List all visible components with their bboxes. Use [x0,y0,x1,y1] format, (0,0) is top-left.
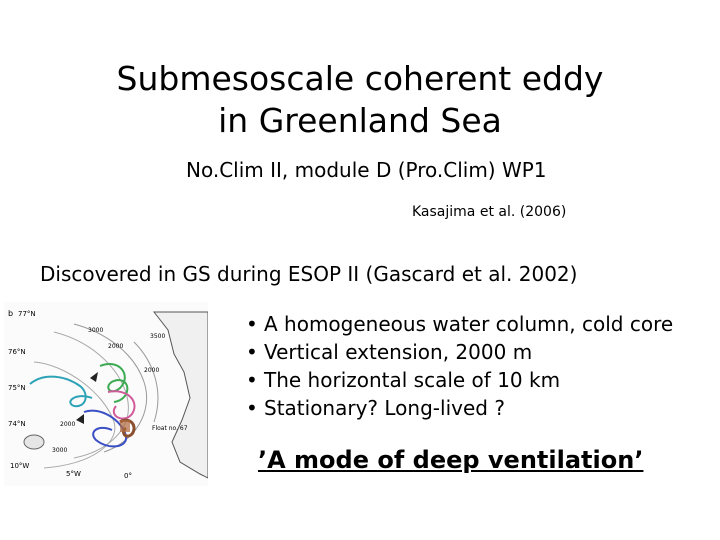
island-shape [24,435,44,449]
longitude-label: 5°W [66,470,81,478]
bullet-dot-icon: • [246,312,258,336]
slide-title-line-1: Submesoscale coherent eddy [116,59,604,98]
latitude-label: 77°N [18,310,36,318]
slide-title-line-2: in Greenland Sea [218,101,502,140]
eddy-float-track-map [4,302,208,486]
depth-label: 2000 [108,343,124,350]
bullet-dot-icon: • [246,368,258,392]
latitude-label: 76°N [8,348,26,356]
depth-label: 3000 [52,447,68,454]
citation-reference: Kasajima et al. (2006) [412,204,567,220]
bullet-text: Stationary? Long-lived ? [264,396,505,420]
discovery-statement: Discovered in GS during ESOP II (Gascard et al. 2002) [40,262,578,286]
bullet-item [246,366,673,394]
bullet-item [246,338,673,366]
longitude-label: 10°W [10,462,30,470]
depth-label: 2000 [60,421,76,428]
longitude-label: 0° [124,472,132,480]
bullet-dot-icon: • [246,396,258,420]
bullet-text: The horizontal scale of 10 km [264,368,561,392]
eddy-position-marker [120,420,130,432]
project-subtitle: No.Clim II, module D (Pro.Clim) WP1 [186,158,547,182]
bullet-dot-icon: • [246,340,258,364]
bullet-list [246,310,673,422]
float-label: Float no. 67 [152,425,188,432]
latitude-label: 75°N [8,384,26,392]
panel-label: b [8,309,14,318]
bullet-item [246,394,673,422]
bullet-text: A homogeneous water column, cold core [264,312,674,336]
depth-label: 2000 [144,367,160,374]
ventilation-quote: ’A mode of deep ventilation’ [258,446,644,474]
depth-label: 3000 [88,327,104,334]
depth-label: 3500 [150,333,166,340]
latitude-label: 74°N [8,420,26,428]
bullet-item [246,310,673,338]
bullet-text: Vertical extension, 2000 m [264,340,533,364]
